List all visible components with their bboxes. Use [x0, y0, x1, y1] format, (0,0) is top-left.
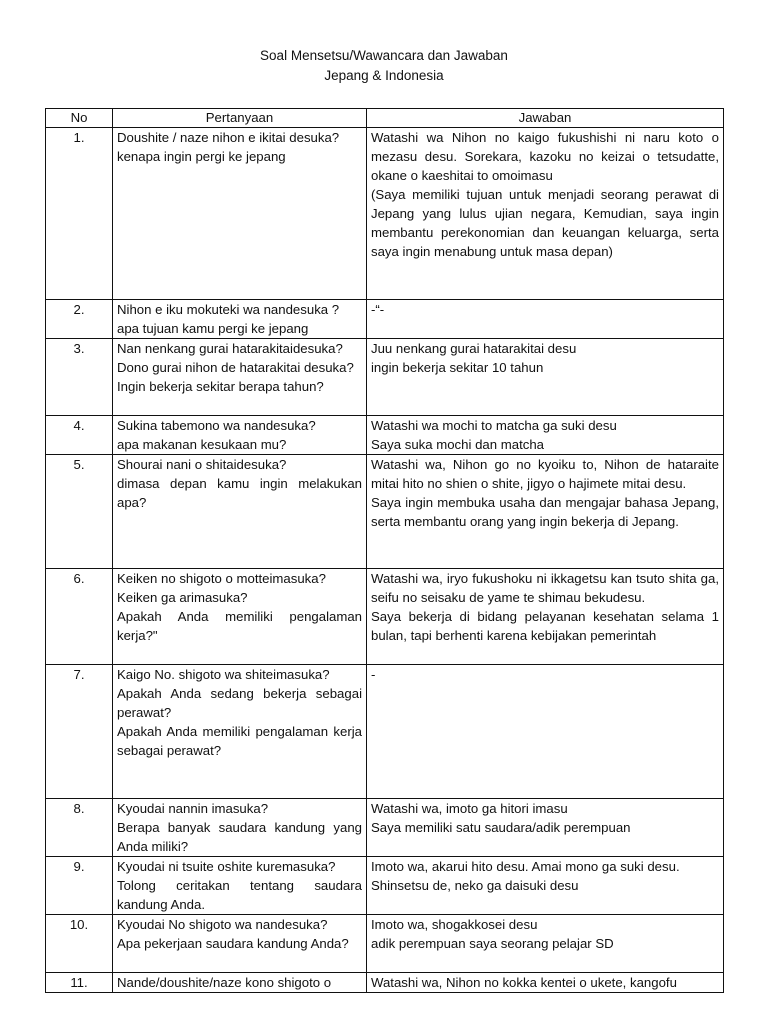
question-text: Nande/doushite/naze kono shigoto o — [117, 975, 332, 990]
question-cell — [113, 455, 367, 569]
table-row — [46, 128, 724, 300]
table-row — [46, 416, 724, 455]
question-cell — [113, 128, 367, 300]
question-text: Kaigo No. shigoto wa shiteimasuka? — [117, 667, 330, 682]
question-cell — [113, 300, 367, 339]
qa-table — [45, 108, 724, 993]
answer-text: Juu nenkang gurai hatarakitai desu — [371, 341, 577, 356]
answer-translation: (Saya memiliki tujuan untuk menjadi seorang perawat di Jepang yang lulus ujian negara, Kemudian, saya ingin membantu perekonomian dan keuangan keluarga, serta saya ingin menabung untuk masa depan) — [371, 187, 719, 259]
table-row — [46, 973, 724, 993]
answer-text: Imoto wa, shogakkosei desu — [371, 917, 538, 932]
answer-cell — [367, 569, 724, 665]
table-row — [46, 799, 724, 857]
answer-cell — [367, 300, 724, 339]
row-number: 4. — [46, 416, 113, 455]
answer-text: Watashi wa, Nihon no kokka kentei o ukete, kangofu — [371, 975, 677, 990]
question-cell — [113, 569, 367, 665]
answer-translation: Saya suka mochi dan matcha — [371, 437, 544, 452]
question-cell — [113, 665, 367, 799]
row-number: 8. — [46, 799, 113, 857]
row-number: 10. — [46, 915, 113, 973]
answer-translation: Saya ingin membuka usaha dan mengajar bahasa Jepang, serta membantu orang yang ingin bekerja di Jepang. — [371, 495, 719, 529]
answer-text: Watashi wa Nihon no kaigo fukushishi ni naru koto o mezasu desu. Sorekara, kazoku no keizai o tetsudatte, okane o kaeshitai to omoimasu — [371, 130, 719, 183]
answer-text: Imoto wa, akarui hito desu. Amai mono ga suki desu. — [371, 859, 680, 874]
header-question: Pertanyaan — [113, 109, 367, 128]
table-header-row — [46, 109, 724, 128]
question-text: Doushite / naze nihon e ikitai desuka? — [117, 130, 340, 145]
question-cell — [113, 973, 367, 993]
question-translation: kenapa ingin pergi ke jepang — [117, 149, 286, 164]
table-row — [46, 915, 724, 973]
row-number: 2. — [46, 300, 113, 339]
answer-cell — [367, 455, 724, 569]
answer-cell — [367, 416, 724, 455]
table-row — [46, 569, 724, 665]
row-number: 1. — [46, 128, 113, 300]
answer-text: Watashi wa mochi to matcha ga suki desu — [371, 418, 617, 433]
question-translation: Ingin bekerja sekitar berapa tahun? — [117, 379, 324, 394]
answer-text: Watashi wa, imoto ga hitori imasu — [371, 801, 568, 816]
table-row — [46, 455, 724, 569]
answer-translation: ingin bekerja sekitar 10 tahun — [371, 360, 544, 375]
row-number: 6. — [46, 569, 113, 665]
answer-text: - — [371, 667, 376, 682]
question-translation: Tolong ceritakan tentang saudara kandung Anda. — [117, 878, 362, 912]
row-number: 11. — [46, 973, 113, 993]
question-cell — [113, 799, 367, 857]
question-text: Shourai nani o shitaidesuka? — [117, 457, 287, 472]
question-text: Keiken no shigoto o motteimasuka? — [117, 571, 326, 586]
table-row — [46, 300, 724, 339]
question-translation-alt: Apakah Anda memiliki pengalaman kerja sebagai perawat? — [117, 724, 362, 758]
row-number: 5. — [46, 455, 113, 569]
answer-text-2: Shinsetsu de, neko ga daisuki desu — [371, 878, 579, 893]
row-number: 9. — [46, 857, 113, 915]
question-translation: apa tujuan kamu pergi ke jepang — [117, 321, 309, 336]
table-row — [46, 665, 724, 799]
answer-text: Watashi wa, Nihon go no kyoiku to, Nihon de hataraite mitai hito no shien o shite, jigyo o hajimete mitai desu. — [371, 457, 719, 491]
question-cell — [113, 857, 367, 915]
question-translation: Apakah Anda sedang bekerja sebagai perawat? — [117, 686, 362, 720]
question-translation: Berapa banyak saudara kandung yang Anda miliki? — [117, 820, 362, 854]
question-alt: Dono gurai nihon de hatarakitai desuka? — [117, 360, 354, 375]
table-row — [46, 857, 724, 915]
table-row — [46, 339, 724, 416]
question-text: Nan nenkang gurai hatarakitaidesuka? — [117, 341, 343, 356]
header-answer: Jawaban — [367, 109, 724, 128]
answer-translation: Saya memiliki satu saudara/adik perempuan — [371, 820, 631, 835]
row-number: 7. — [46, 665, 113, 799]
question-cell — [113, 915, 367, 973]
question-translation: Apakah Anda memiliki pengalaman kerja?" — [117, 609, 362, 643]
answer-cell — [367, 665, 724, 799]
header-no: No — [46, 109, 113, 128]
row-number: 3. — [46, 339, 113, 416]
answer-cell — [367, 857, 724, 915]
answer-cell — [367, 128, 724, 300]
answer-cell — [367, 915, 724, 973]
question-text: Sukina tabemono wa nandesuka? — [117, 418, 316, 433]
question-translation: apa makanan kesukaan mu? — [117, 437, 287, 452]
question-translation: Apa pekerjaan saudara kandung Anda? — [117, 936, 349, 951]
answer-text: -“- — [371, 302, 385, 317]
question-text: Kyoudai nannin imasuka? — [117, 801, 269, 816]
answer-translation: adik perempuan saya seorang pelajar SD — [371, 936, 614, 951]
answer-translation: Saya bekerja di bidang pelayanan kesehatan selama 1 bulan, tapi berhenti karena kebijakan pemerintah — [371, 609, 719, 643]
question-cell — [113, 339, 367, 416]
answer-text: Watashi wa, iryo fukushoku ni ikkagetsu kan tsuto shita ga, seifu no seisaku de yame te shimau bekudesu. — [371, 571, 719, 605]
document-subtitle: Jepang & Indonesia — [324, 68, 444, 83]
document-title: Soal Mensetsu/Wawancara dan Jawaban — [260, 48, 508, 63]
answer-cell — [367, 799, 724, 857]
answer-cell — [367, 339, 724, 416]
question-text: Kyoudai ni tsuite oshite kuremasuka? — [117, 859, 336, 874]
question-translation: dimasa depan kamu ingin melakukan apa? — [117, 476, 362, 510]
question-cell — [113, 416, 367, 455]
question-text: Nihon e iku mokuteki wa nandesuka ? — [117, 302, 340, 317]
question-text: Kyoudai No shigoto wa nandesuka? — [117, 917, 328, 932]
question-alt: Keiken ga arimasuka? — [117, 590, 248, 605]
answer-cell — [367, 973, 724, 993]
